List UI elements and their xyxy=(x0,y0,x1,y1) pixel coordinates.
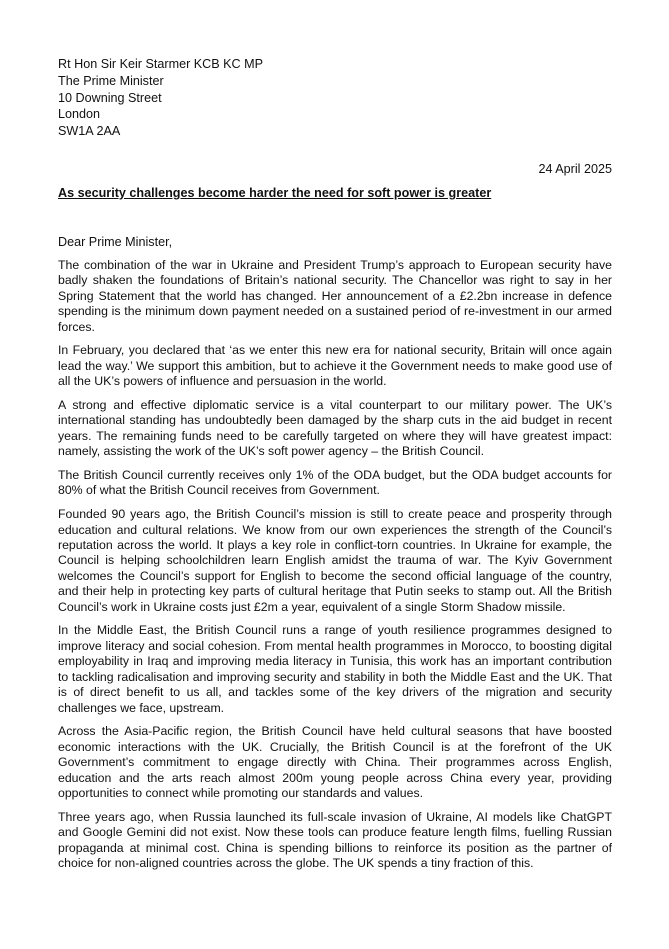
paragraph: Across the Asia-Pacific region, the British Council have held cultural seasons that have boosted economic interactions with the UK. Crucially, the British Council is at the forefront of the UK Government’s commitment to engage directly with China. Their programmes across English, education and the arts reach almost 200m young people across China every year, providing opportunities to connect while promoting our standards and values. xyxy=(58,724,612,800)
paragraph: Founded 90 years ago, the British Council’s mission is still to create peace and prosperity through education and cultural relations. We know from our own experiences the strength of the Council’s reputation across the world. It plays a key role in conflict-torn countries. In Ukraine for example, the Council is helping schoolchildren learn English amidst the trauma of war. The Kyiv Government welcomes the Council’s support for English to become the second official language of the country, and their help in protecting key parts of cultural heritage that Putin seeks to stamp out. All the British Council’s work in Ukraine costs just £2m a year, equivalent of a single Storm Shadow missile. xyxy=(58,507,612,614)
paragraph: In February, you declared that ‘as we enter this new era for national security, Britain will once again lead the way.’ We support this ambition, but to achieve it the Government needs to make good use of all the UK’s powers of influence and persuasion in the world. xyxy=(58,343,612,389)
paragraph: In the Middle East, the British Council runs a range of youth resilience programmes designed to improve literacy and social cohesion. From mental health programmes in Morocco, to boosting digital employability in Iraq and improving media literacy in Tunisia, this work has an important contribution to tackling radicalisation and improving security and stability in both the Middle East and the UK. That is of direct benefit to us all, and tackles some of the key drivers of the migration and security challenges we face, upstream. xyxy=(58,623,612,715)
recipient-address xyxy=(58,56,263,140)
recipient-street: 10 Downing Street xyxy=(58,90,162,105)
letter-subject: As security challenges become harder the need for soft power is greater xyxy=(58,186,492,200)
recipient-title: The Prime Minister xyxy=(58,73,164,88)
recipient-name: Rt Hon Sir Keir Starmer KCB KC MP xyxy=(58,57,264,71)
letter-body xyxy=(58,258,612,880)
letter-date: 24 April 2025 xyxy=(538,162,612,176)
paragraph: A strong and effective diplomatic service is a vital counterpart to our military power. The UK’s international standing has undoubtedly been damaged by the sharp cuts in the aid budget in recent years. The remaining funds need to be carefully targeted on where they will have greatest impact: namely, assisting the work of the UK’s soft power agency – the British Council. xyxy=(58,398,612,459)
paragraph: Three years ago, when Russia launched its full-scale invasion of Ukraine, AI models like ChatGPT and Google Gemini did not exist. Now these tools can produce feature length films, fuelling Russian propaganda at minimal cost. China is spending billions to reinforce its position as the partner of choice for non-aligned countries across the globe. The UK spends a tiny fraction of this. xyxy=(58,809,612,870)
recipient-city: London xyxy=(58,107,101,122)
paragraph: The combination of the war in Ukraine and President Trump’s approach to European security have badly shaken the foundations of Britain’s national security. The Chancellor was right to say in her Spring Statement that the world has changed. Her announcement of a £2.2bn increase in defence spending is the minimum down payment needed on a sustained period of re-investment in our armed forces. xyxy=(58,258,612,334)
recipient-postcode: SW1A 2AA xyxy=(58,124,121,139)
paragraph: The British Council currently receives only 1% of the ODA budget, but the ODA budget accounts for 80% of what the British Council receives from Government. xyxy=(58,468,612,498)
salutation: Dear Prime Minister, xyxy=(58,235,173,249)
